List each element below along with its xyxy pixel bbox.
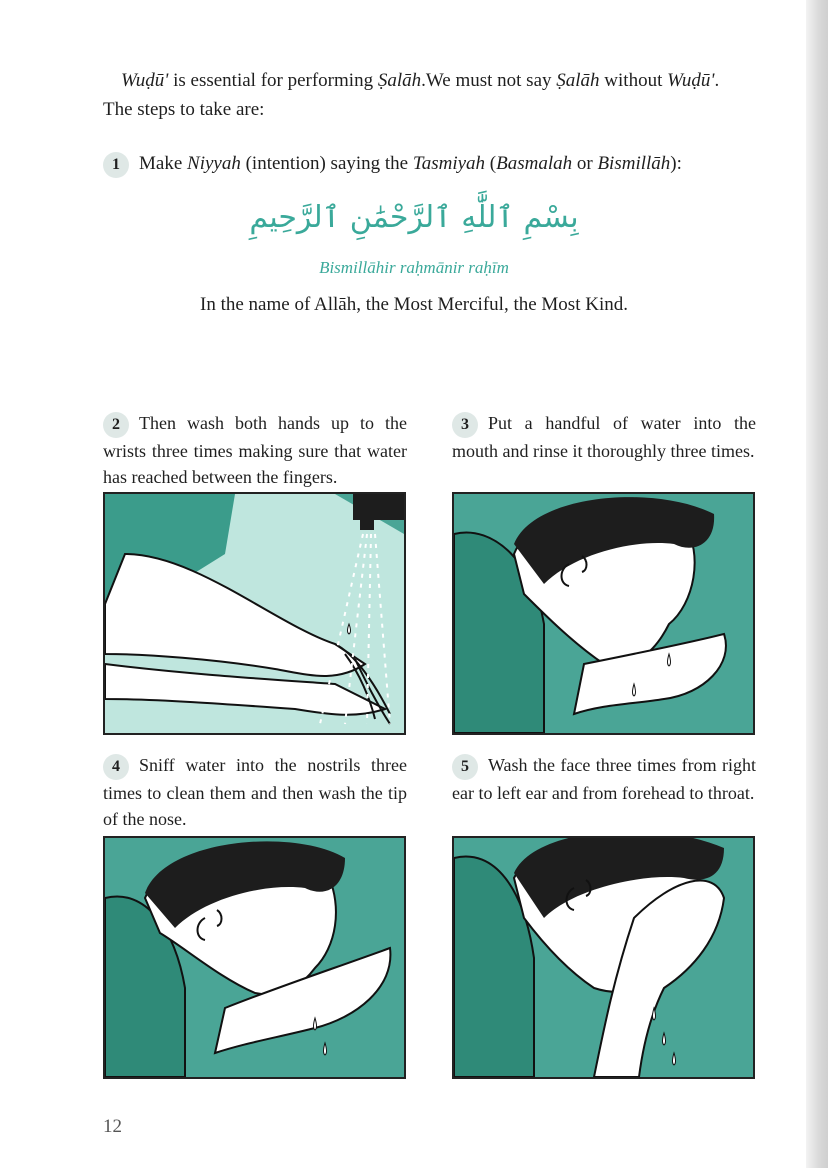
- intro-steps-line: The steps to take are:: [103, 99, 265, 120]
- page-number: 12: [103, 1116, 122, 1137]
- step-number-badge: 3: [452, 412, 478, 438]
- step-2-text: 2 Then wash both hands up to the wrists three times making sure that water has reached between the fingers.: [103, 413, 407, 487]
- step-4-text: 4 Sniff water into the nostrils three times to clean them and then wash the tip of the nose.: [103, 755, 407, 829]
- step-1-text: 1 Make Niyyah (intention) saying the Tasmiyah (Basmalah or Bismillāh):: [103, 150, 773, 178]
- basmalah-arabic: بِسْمِ ٱللَّٰهِ ٱلرَّحْمَٰنِ ٱلرَّحِيمِ: [249, 200, 579, 235]
- term-wudu: Wuḍū': [667, 70, 715, 91]
- step-3-text: 3 Put a handful of water into the mouth and rinse it thoroughly three times.: [452, 413, 756, 461]
- illustration-washing-hands: [103, 492, 406, 735]
- illustration-sniffing-water: [103, 836, 406, 1079]
- illustration-washing-face: [452, 836, 755, 1079]
- basmalah-transliteration: Bismillāhir raḥmānir raḥīm: [319, 258, 509, 277]
- illustration-rinsing-mouth: [452, 492, 755, 735]
- basmalah-translation: In the name of Allāh, the Most Merciful, the Most Kind.: [200, 294, 628, 315]
- step-number-badge: 4: [103, 754, 129, 780]
- step-number-badge: 2: [103, 412, 129, 438]
- term-wudu: Wuḍū': [121, 70, 169, 91]
- step-number-badge: 1: [103, 152, 129, 178]
- page-edge-shadow: [806, 0, 828, 1168]
- term-salah: Ṣalāh: [556, 70, 600, 91]
- step-5-text: 5 Wash the face three times from right ear to left ear and from forehead to throat.: [452, 755, 756, 803]
- intro-paragraph: Wuḍū' is essential for performing Ṣalāh.We must not say Ṣalāh without Wuḍū'. The steps to take are:: [103, 70, 720, 120]
- term-salah: Ṣalāh: [377, 70, 422, 91]
- step-number-badge: 5: [452, 754, 478, 780]
